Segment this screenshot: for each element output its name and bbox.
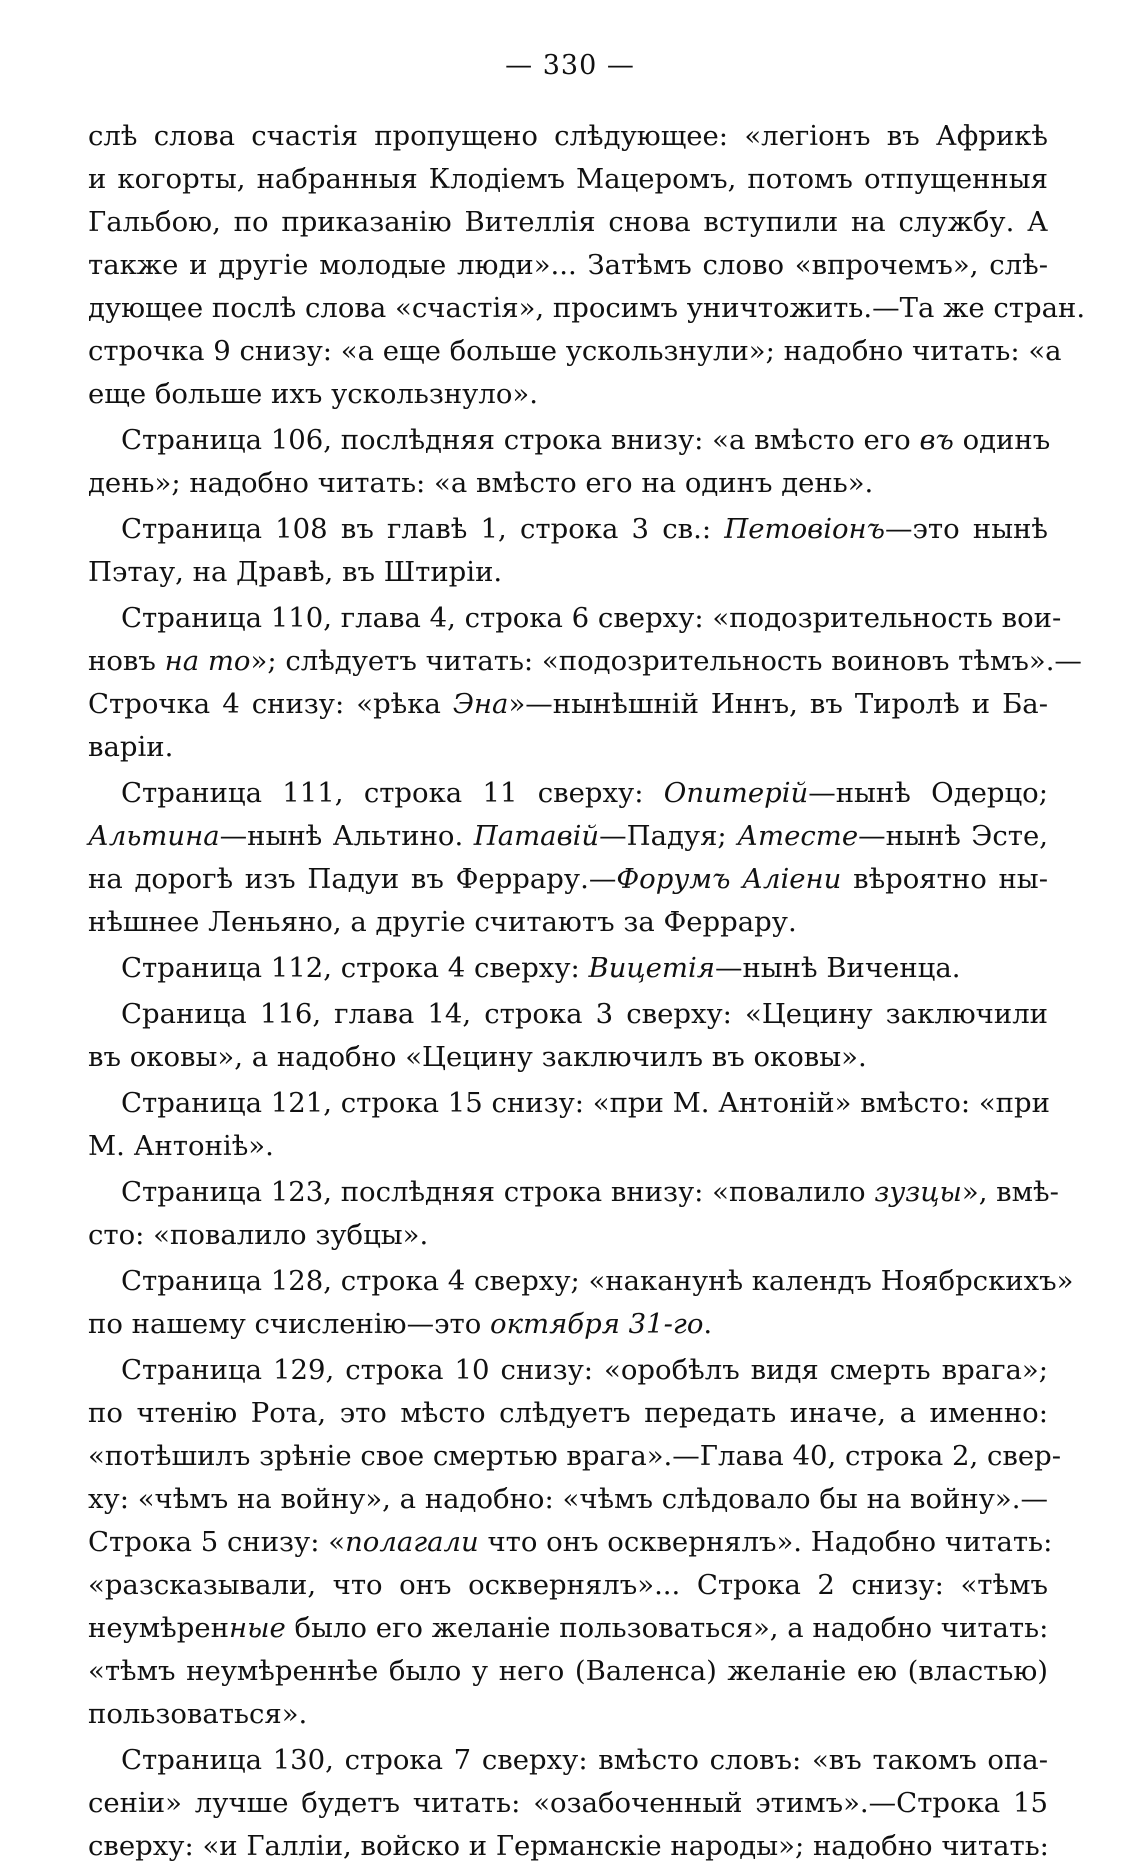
italic-term: Форумъ Аліени [616,863,842,895]
paragraph [88,772,1048,947]
text-segment: М. Антоніѣ». [88,1130,274,1162]
text-body [88,115,1086,1868]
paragraph [88,1260,1074,1349]
text-line [88,858,1048,901]
page-number: — 330 — [505,50,635,81]
text-segment: . [703,1308,713,1340]
text-segment: сверху: «и Галліи, войско и Германскіе народы»; надобно читать: [88,1830,1049,1862]
text-line [88,330,1062,373]
italic-term: Вицетія [588,952,715,984]
text-segment: «тѣмъ неумѣреннѣе было у него (Валенса) желаніе ею (властью) [88,1655,1048,1687]
text-line [88,1260,1074,1303]
text-segment: Строка 5 снизу: « [88,1526,346,1558]
text-line [88,1171,1059,1214]
text-segment: было его желаніе пользоваться», а надобно читать: [285,1612,1049,1644]
italic-term: Альтина [88,820,220,852]
text-line [88,597,1062,640]
text-line [88,1650,1048,1693]
paragraph [88,1349,1062,1739]
text-segment: Страница 110, глава 4, строка 6 сверху: «подозрительность вои- [121,602,1062,634]
text-line [88,462,1048,505]
text-segment: «разсказывали, что онъ осквернялъ»... Строка 2 снизу: «тѣмъ [88,1569,1048,1601]
text-line [88,115,1048,158]
text-line [88,901,1048,944]
paragraph [88,115,1086,419]
text-line [88,772,1048,815]
paragraph [88,1739,1048,1868]
text-line [88,683,1048,726]
text-segment: Страница 123, послѣдняя строка внизу: «повалило [121,1176,875,1208]
text-segment: вѣроятно ны- [841,863,1048,895]
italic-term: октября 31-го [490,1308,704,1340]
text-segment: »—нынѣшній Иннъ, въ Тиролѣ и Ба- [508,688,1048,720]
text-segment: Страница 111, строка 11 сверху: [121,777,664,809]
text-segment: «потѣшилъ зрѣніе свое смертью врага».—Глава 40, строка 2, свер- [88,1440,1062,1472]
text-segment: варіи. [88,731,174,763]
italic-term: на то [164,645,251,677]
text-line [88,726,1048,769]
text-segment: —нынѣ Одерцо; [808,777,1049,809]
text-line [88,815,1048,858]
text-line [88,419,1051,462]
italic-term: Опитерій [663,777,809,809]
paragraph [88,419,1051,508]
text-line [88,158,1048,201]
text-segment: сто: «повалило зубцы». [88,1219,429,1251]
text-segment: —это нынѣ [885,513,1048,545]
text-segment: Страница 129, строка 10 снизу: «оробѣлъ видя смерть врага»; [121,1354,1048,1386]
italic-term: ные [228,1612,286,1644]
text-line [88,287,1086,330]
text-line [88,1392,1048,1435]
text-segment: Страница 108 въ главѣ 1, строка 3 св.: [121,513,725,545]
text-segment: Страница 106, послѣдняя строка внизу: «а вмѣсто его [121,424,920,456]
text-line [88,1125,1048,1168]
text-line [88,373,1048,416]
text-segment: и когорты, набранныя Клодіемъ Мацеромъ, потомъ отпущенныя [88,163,1048,195]
paragraph [88,597,1082,772]
text-line [88,1478,1048,1521]
text-line [88,201,1048,244]
text-segment: Строчка 4 снизу: «рѣка [88,688,453,720]
paragraph [88,993,1048,1082]
text-line [88,947,1048,990]
italic-term: Атесте [737,820,859,852]
text-segment: на дорогѣ изъ Падуи въ Феррару.— [88,863,617,895]
text-line [88,1435,1062,1478]
text-segment: Сраница 116, глава 14, строка 3 сверху: «Цецину заключили [121,998,1048,1030]
text-segment: по чтенію Рота, это мѣсто слѣдуетъ передать иначе, а именно: [88,1397,1048,1429]
paragraph [88,1082,1048,1171]
italic-term: Петовіонъ [724,513,885,545]
paragraph [88,508,1048,597]
text-segment: Страница 121, строка 15 снизу: «при М. Антоній» вмѣсто: «при [121,1087,1050,1119]
text-line [88,1214,1048,1257]
italic-term: Патавій [473,820,600,852]
text-segment: по нашему счисленію—это [88,1308,491,1340]
text-line [88,1607,1048,1650]
text-line [88,1739,1048,1782]
text-segment: —нынѣ Эсте, [858,820,1048,852]
text-segment: дующее послѣ слова «счастія», просимъ уничтожить.—Та же стран. [88,292,1086,324]
italic-term: полагали [345,1526,479,1558]
text-line [88,508,1048,551]
text-segment: слѣ слова счастія пропущено слѣдующее: «легіонъ въ Африкѣ [88,120,1048,152]
text-segment: день»; надобно читать: «а вмѣсто его на одинъ день». [88,467,874,499]
text-segment: Пэтау, на Дравѣ, въ Штиріи. [88,556,503,588]
italic-term: зузцы [874,1176,962,1208]
text-segment: —Падуя; [599,820,738,852]
text-line [88,1825,1048,1868]
text-segment: Гальбою, по приказанію Вителлія снова вступили на службу. А [88,206,1048,238]
text-segment: еще больше ихъ ускользнуло». [88,378,538,410]
italic-term: Эна [452,688,509,720]
text-line [88,244,1048,287]
paragraph [88,947,1048,993]
paragraph [88,1171,1059,1260]
text-line [88,1564,1048,1607]
text-line [88,1082,1048,1125]
text-segment: также и другіе молодые люди»... Затѣмъ слово «впрочемъ», слѣ- [88,249,1048,281]
text-line [88,551,1048,594]
text-segment: —нынѣ Альтино. [219,820,474,852]
text-segment: Страница 128, строка 4 сверху; «наканунѣ календъ Ноябрскихъ» [121,1265,1074,1297]
text-line [88,1349,1048,1392]
text-segment: въ оковы», а надобно «Цецину заключилъ въ оковы». [88,1041,867,1073]
text-segment: », вмѣ- [961,1176,1059,1208]
text-segment: что онъ осквернялъ». Надобно читать: [478,1526,1053,1558]
text-line [88,1521,1053,1564]
text-segment: —нынѣ Виченца. [714,952,961,984]
text-segment: ху: «чѣмъ на войну», а надобно: «чѣмъ слѣдовало бы на войну».— [88,1483,1048,1515]
text-segment: неумѣрен [88,1612,229,1644]
text-segment: строчка 9 снизу: «а еще больше ускользнули»; надобно читать: «а [88,335,1062,367]
text-segment: Страница 130, строка 7 сверху: вмѣсто словъ: «въ такомъ опа- [121,1744,1048,1776]
italic-term: въ [919,424,954,456]
text-segment: нѣшнее Леньяно, а другіе считаютъ за Феррару. [88,906,797,938]
text-line [88,993,1048,1036]
text-segment: пользоваться». [88,1698,308,1730]
text-segment: »; слѣдуетъ читать: «подозрительность воиновъ тѣмъ».— [250,645,1082,677]
text-line [88,640,1082,683]
text-line [88,1303,1048,1346]
text-segment: одинъ [953,424,1051,456]
text-segment: новъ [88,645,165,677]
text-line [88,1036,1048,1079]
text-line [88,1782,1048,1825]
text-segment: Страница 112, строка 4 сверху: [121,952,589,984]
text-segment: сеніи» лучше будетъ читать: «озабоченный этимъ».—Строка 15 [88,1787,1048,1819]
text-line [88,1693,1048,1736]
